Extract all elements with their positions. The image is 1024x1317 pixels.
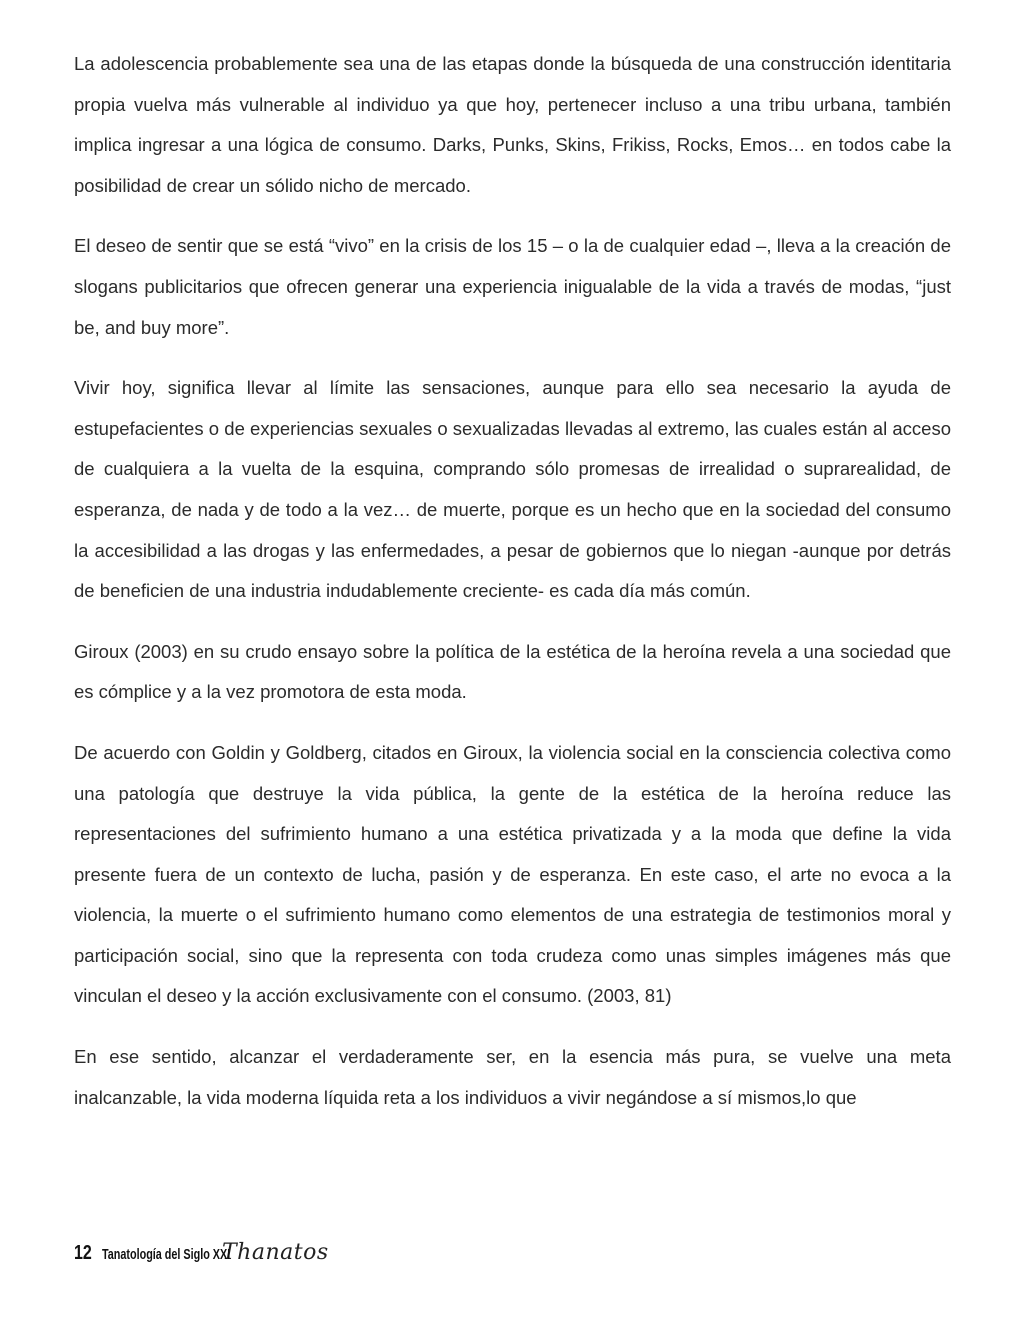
paragraph-en-ese-sentido: En ese sentido, alcanzar el verdaderamente ser, en la esencia más pura, se vuelve una meta inalcanzable, la vida moderna líquida reta a los individuos a vivir negándose a sí mismos,lo que [74,1046,951,1108]
journal-name: Tanatología del Siglo XXI [102,1246,231,1263]
paragraph-goldin-goldberg-quote: De acuerdo con Goldin y Goldberg, citados en Giroux, la violencia social en la consciencia colectiva como una patología que destruye la vida pública, la gente de la estética de la heroína reduce las representaciones del sufrimiento humano a una estética privatizada y a la moda que define la vida presente fuera de un contexto de lucha, pasión y de esperanza. En este caso, el arte no evoca a la violencia, la muerte o el sufrimiento humano como elementos de una estrategia de testimonios moral y participación social, sino que la representa con toda crudeza como unas simples imágenes más que vinculan el deseo y la acción exclusivamente con el consumo. (2003, 81) [74,741,951,1007]
paragraph-vivir-hoy: Vivir hoy, significa llevar al límite las sensaciones, aunque para ello sea necesario la ayuda de estupefacientes o de experiencias sexuales o sexualizadas llevadas al extremo, las cuales están al acceso de cualquiera a la vuelta de la esquina, comprando sólo promesas de irrealidad o suprarealidad, de esperanza, de nada y de todo a la vez… de muerte, porque es un hecho que en la sociedad del consumo la accesibilidad a las drogas y las enfermedades, a pesar de gobiernos que lo niegan -aunque por detrás de beneficien de una industria indudablemente creciente- es cada día más común. [74,377,951,602]
page-number: 12 [74,1242,92,1264]
thanatos-logo: Thanatos [222,1240,329,1265]
paragraph-adolescencia: La adolescencia probablemente sea una de las etapas donde la búsqueda de una construcción identitaria propia vuelva más vulnerable al individuo ya que hoy, pertenecer incluso a una tribu urbana, también implica ingresar a una lógica de consumo. Darks, Punks, Skins, Frikiss, Rocks, Emos… en todos cabe la posibilidad de crear un sólido nicho de mercado. [74,53,951,196]
paragraph-deseo-de-sentir: El deseo de sentir que se está “vivo” en la crisis de los 15 – o la de cualquier edad –, lleva a la creación de slogans publicitarios que ofrecen generar una experiencia inigualable de la vida a través de modas, “just be, and buy more”. [74,235,951,338]
paragraph-giroux: Giroux (2003) en su crudo ensayo sobre la política de la estética de la heroína revela a una sociedad que es cómplice y a la vez promotora de esta moda. [74,640,951,703]
page-footer [74,1240,329,1276]
article-body [74,44,951,1138]
